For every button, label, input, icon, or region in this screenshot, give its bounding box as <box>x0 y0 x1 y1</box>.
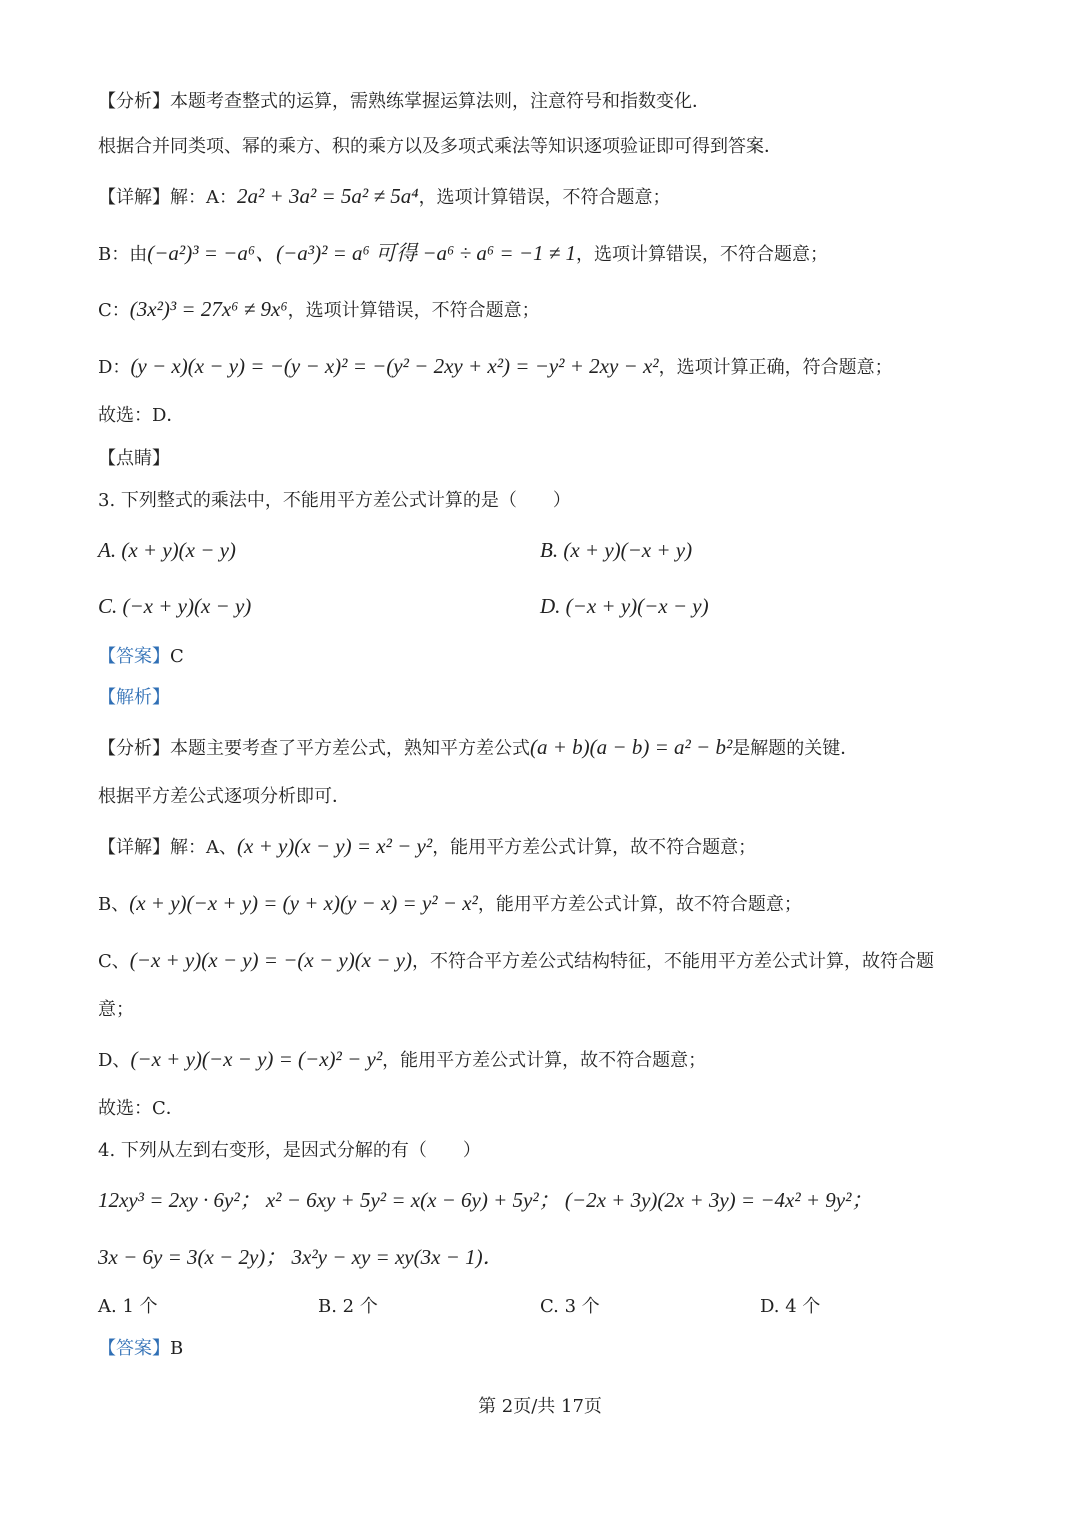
detail-line-a <box>98 184 671 210</box>
q4-option-b: B. 2 个 <box>318 1296 378 1317</box>
detail-a-math: 2a² + 3a² = 5a² ≠ 5a⁴ <box>237 184 419 208</box>
analysis-line-2: 根据合并同类项、幂的乘方、积的乘方以及多项式乘法等知识逐项验证即可得到答案． <box>98 136 782 157</box>
detail-line-c <box>98 297 540 323</box>
q4-option-d: D. 4 个 <box>760 1296 821 1317</box>
detail-d-prefix: D： <box>98 357 131 378</box>
detail-line-d <box>98 354 893 380</box>
conclusion-line: 故选：D． <box>98 405 185 426</box>
q3-option-b: B. (x + y)(−x + y) <box>540 538 693 562</box>
q4-answer <box>98 1337 183 1361</box>
detail-line-b <box>98 241 828 267</box>
remark-tag: 【点睛】 <box>98 448 170 469</box>
detail-a-prefix: 【详解】解：A： <box>98 187 237 208</box>
detail-c-math: (3x²)³ = 27x⁶ ≠ 9x⁶ <box>129 297 288 321</box>
q3-option-d: D. (−x + y)(−x − y) <box>540 594 709 618</box>
detail-b-prefix: B：由 <box>98 244 148 265</box>
q3-detail-b-math: (x + y)(−x + y) = (y + x)(y − x) = y² − x² <box>129 891 478 915</box>
q3-conclusion: 故选：C． <box>98 1098 184 1119</box>
detail-d-math: (y − x)(x − y) = −(y − x)² = −(y² − 2xy + x²) = −y² + 2xy − x² <box>130 354 659 378</box>
analysis-line-1: 【分析】本题考查整式的运算，需熟练掌握运算法则，注意符号和指数变化． <box>98 91 710 112</box>
q3-detail-d-math: (−x + y)(−x − y) = (−x)² − y² <box>130 1047 383 1071</box>
q3-detail-b <box>98 891 802 917</box>
q3-analysis-line-2: 根据平方差公式逐项分析即可． <box>98 786 350 807</box>
q3-detail-b-prefix: B、 <box>98 894 130 915</box>
detail-c-prefix: C： <box>98 300 130 321</box>
q3-analysis-math: (a + b)(a − b) = a² − b² <box>530 735 733 759</box>
q4-option-a: A. 1 个 <box>98 1296 158 1317</box>
q3-analysis-suffix: 是解题的关键． <box>732 738 859 759</box>
q3-answer-tag: 【答案】 <box>98 646 170 667</box>
page-footer: 第 2页/共 17页 <box>478 1396 602 1417</box>
q3-detail-a-suffix: ，能用平方差公式计算，故不符合题意； <box>432 837 757 858</box>
q3-detail-a-math: (x + y)(x − y) = x² − y² <box>237 834 433 858</box>
question-3-title: 3. 下列整式的乘法中，不能用平方差公式计算的是（ ） <box>98 490 571 511</box>
q3-analysis-prefix: 【分析】本题主要考查了平方差公式，熟知平方差公式 <box>98 738 530 759</box>
q3-detail-c-suffix: ，不符合平方差公式结构特征，不能用平方差公式计算，故符合题 <box>412 951 934 972</box>
q4-expressions-line-2: 3x − 6y = 3(x − 2y)； 3x²y − xy = xy(3x − 1)． <box>98 1245 504 1269</box>
q4-answer-value: B <box>170 1338 184 1359</box>
q3-answer-value: C <box>170 646 184 667</box>
question-4-title: 4. 下列从左到右变形，是因式分解的有（ ） <box>98 1140 481 1161</box>
detail-b-math: (−a²)³ = −a⁶、(−a³)² = a⁶ 可得 −a⁶ ÷ a⁶ = −1 ≠ 1 <box>147 241 577 265</box>
q3-detail-c <box>98 948 934 974</box>
q4-answer-tag: 【答案】 <box>98 1338 170 1359</box>
q3-detail-c-prefix: C、 <box>98 951 130 972</box>
q3-detail-a-prefix: 【详解】解：A、 <box>98 837 237 858</box>
q3-option-c: C. (−x + y)(x − y) <box>98 594 252 618</box>
q3-detail-a <box>98 834 756 860</box>
q4-expressions-line-1: 12xy³ = 2xy · 6y²； x² − 6xy + 5y² = x(x − 6y) + 5y²； (−2x + 3y)(2x + 3y) = −4x² + 9y²； <box>98 1188 873 1212</box>
q3-answer <box>98 645 184 669</box>
q4-option-c: C. 3 个 <box>540 1296 600 1317</box>
q3-detail-d <box>98 1047 706 1073</box>
q3-detail-b-suffix: ，能用平方差公式计算，故不符合题意； <box>477 894 802 915</box>
q3-detail-d-prefix: D、 <box>98 1050 131 1071</box>
q3-jiexi-tag: 【解析】 <box>98 687 170 708</box>
q3-analysis-line-1 <box>98 735 858 761</box>
detail-c-suffix: ，选项计算错误，不符合题意； <box>287 300 540 321</box>
q3-detail-d-suffix: ，能用平方差公式计算，故不符合题意； <box>382 1050 707 1071</box>
q3-option-a: A. (x + y)(x − y) <box>98 538 236 562</box>
q3-detail-c-math: (−x + y)(x − y) = −(x − y)(x − y) <box>129 948 412 972</box>
q3-detail-c-continuation: 意； <box>98 999 134 1020</box>
detail-a-suffix: ，选项计算错误，不符合题意； <box>418 187 671 208</box>
detail-d-suffix: ，选项计算正确，符合题意； <box>658 357 893 378</box>
detail-b-suffix: ，选项计算错误，不符合题意； <box>576 244 829 265</box>
